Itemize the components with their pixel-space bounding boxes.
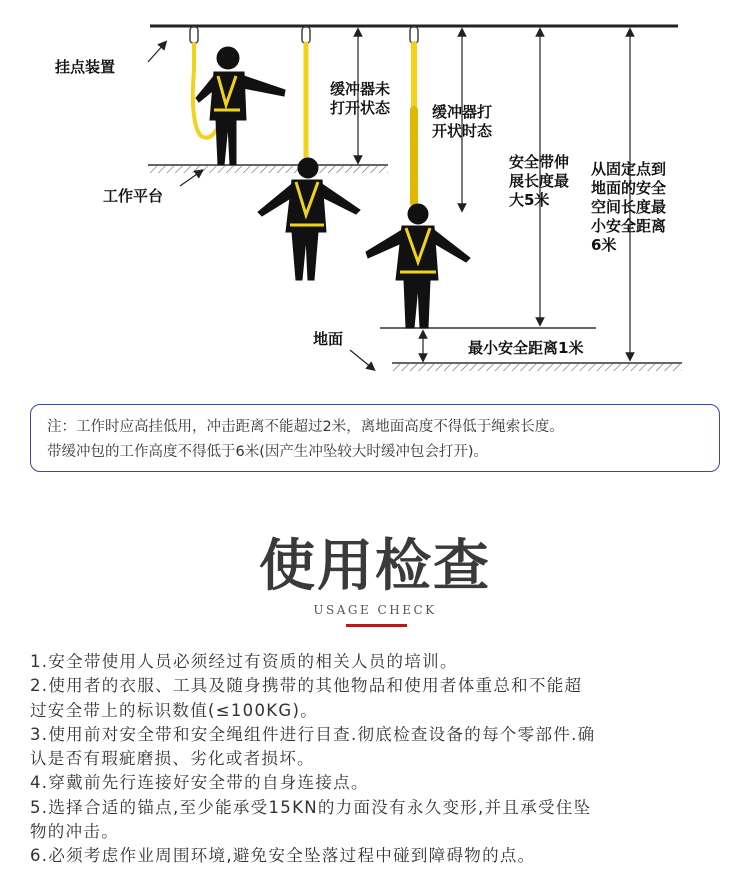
label-work-platform: 工作平台	[103, 187, 164, 205]
note-line-2: 带缓冲包的工作高度不得低于6米(因产生冲坠较大时缓冲包会打开)。	[47, 444, 489, 460]
label-buffer-closed: 缓冲器未 打开状态	[330, 80, 391, 117]
worker-figure-standing	[196, 47, 285, 165]
worker-figure-suspended-2	[366, 204, 470, 328]
ground	[392, 363, 682, 371]
section-subtitle: USAGE CHECK	[313, 603, 437, 617]
note-line-1: 注：工作时应高挂低用，冲击距离不能超过2米，离地面高度不得低于绳索长度。	[47, 419, 564, 435]
worker-figure-suspended-1	[258, 158, 360, 280]
title-accent-rule	[346, 624, 407, 627]
note-box	[30, 404, 720, 472]
label-min-safe-distance: 最小安全距离1米	[468, 339, 584, 357]
label-space-from-anchor: 从固定点到 地面的安全 空间长度最 小安全距离 6米	[591, 160, 667, 254]
list-item: 认是否有瑕疵磨损、劣化或者损坏。	[30, 749, 315, 769]
anchor-hooks	[190, 27, 418, 43]
usage-check-list	[30, 650, 730, 869]
list-item: 4.穿戴前先行连接好安全带的自身连接点。	[30, 773, 369, 793]
work-platform	[148, 165, 388, 173]
list-item: 2.使用者的衣服、工具及随身携带的其他物品和使用者体重总和不能超	[30, 676, 583, 696]
list-item: 1.安全带使用人员必须经过有资质的相关人员的培训。	[30, 652, 458, 671]
list-item: 5.选择合适的锚点,至少能承受15KN的力面没有永久变形,并且承受住坠	[30, 797, 592, 817]
label-belt-extension: 安全带伸 展长度最 大5米	[509, 153, 570, 209]
dimension-arrows	[358, 32, 630, 358]
list-item: 物的冲击。	[30, 822, 119, 842]
list-item: 过安全带上的标识数值(≤100KG)。	[30, 700, 318, 720]
list-item: 3.使用前对安全带和安全绳组件进行目查.彻底检查设备的每个零部件.确	[30, 724, 596, 744]
label-ground: 地面	[313, 330, 344, 348]
label-buffer-open: 缓冲器打 开状时态	[432, 103, 493, 140]
fall-arrest-diagram	[0, 0, 750, 400]
list-item: 6.必须考虑作业周围环境,避免安全坠落过程中碰到障碍物的点。	[30, 846, 536, 866]
section-title: 使用检查	[259, 534, 491, 599]
label-anchor-device: 挂点装置	[55, 58, 116, 76]
